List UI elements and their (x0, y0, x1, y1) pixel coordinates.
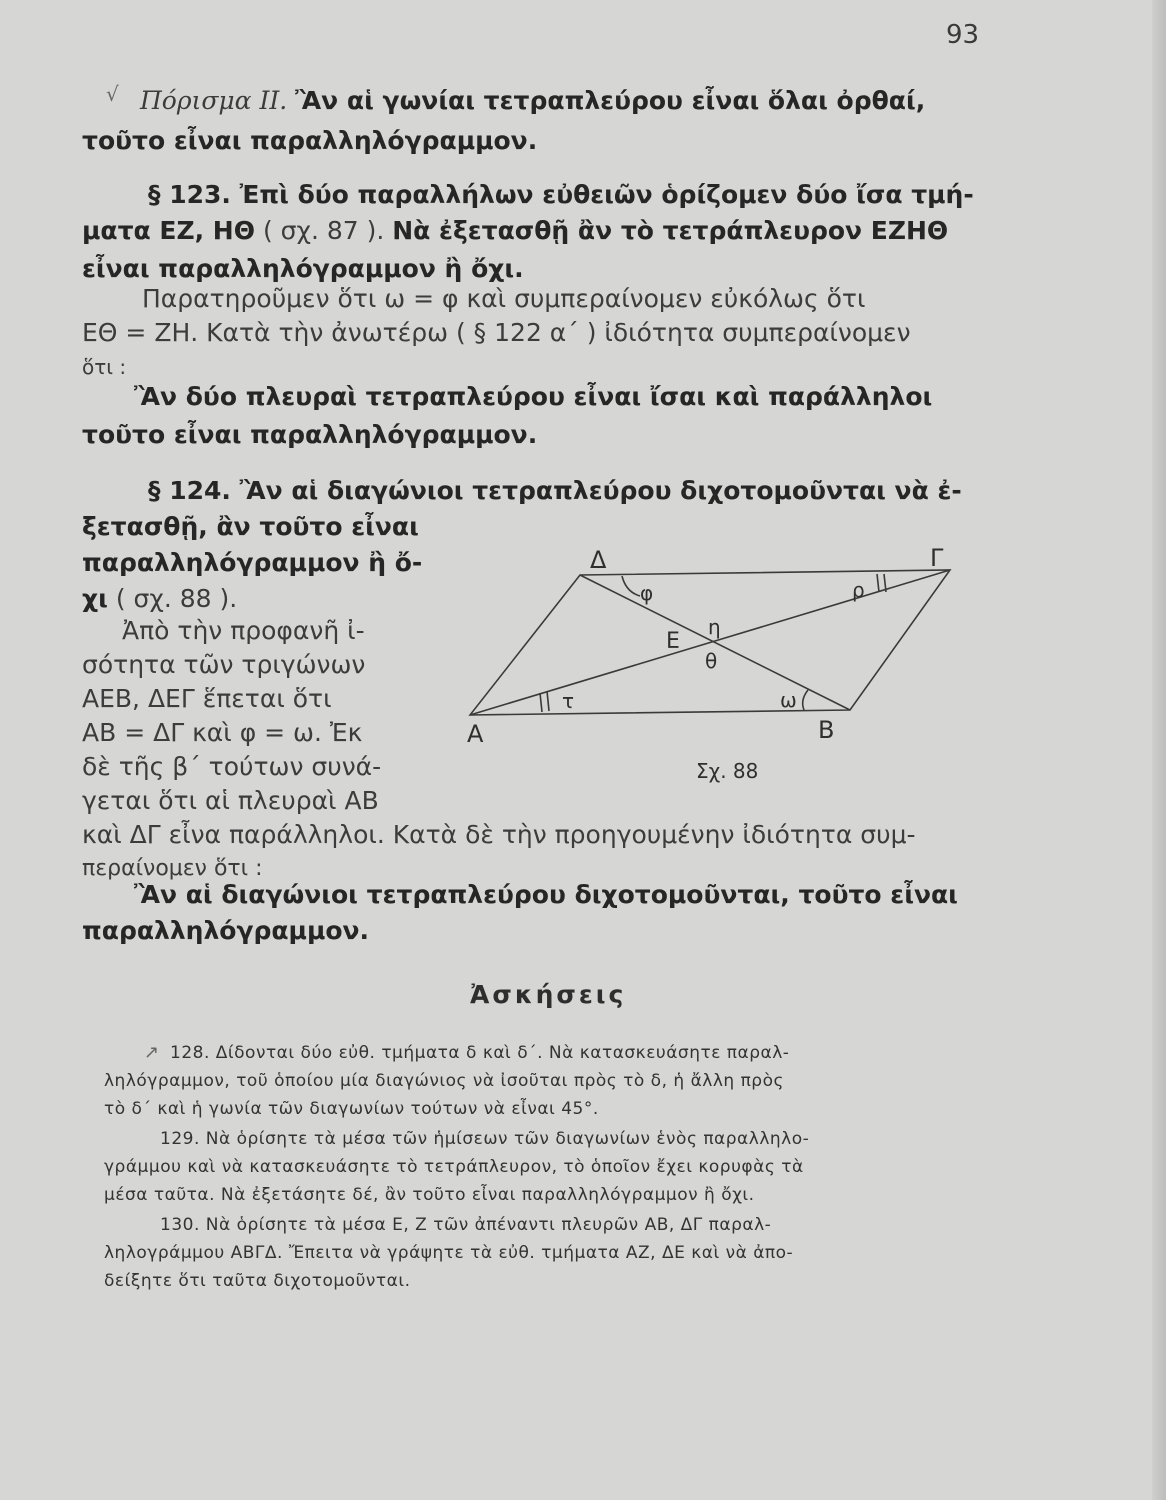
s123-theorem-2: τοῦτο εἶναι παραλληλόγραμμον. (82, 420, 538, 449)
s124-line-5: Ἀπὸ τὴν προφανῆ ἰ- (122, 616, 365, 645)
s124-line-9: δὲ τῆς β΄ τούτων συνά- (82, 752, 382, 781)
s124-line-7: ΑΕΒ, ΔΕΓ ἕπεται ὅτι (82, 684, 332, 713)
s124-line-10: γεται ὅτι αἱ πλευραὶ ΑΒ (82, 786, 379, 815)
s123-line-5: ΕΘ = ΖΗ. Κατὰ τὴν ἀνωτέρω ( § 122 α΄ ) ἰδιότητα συμπεραίνομεν (82, 318, 911, 347)
diagonal-db (580, 575, 850, 710)
pen-mark: ↗ (144, 1042, 160, 1063)
porisma-line-1 (140, 84, 925, 118)
s124-line-4a: χι (82, 584, 108, 613)
s123-theorem-1: Ἂν δύο πλευραὶ τετραπλεύρου εἶναι ἴσαι καὶ παράλληλοι (134, 382, 933, 411)
s124-line-8: ΑΒ = ΔΓ καὶ φ = ω. Ἐκ (82, 718, 363, 747)
s124-line-3: παραλληλόγραμμον ἢ ὄ- (82, 548, 423, 577)
s123-figref: ( σχ. 87 ). (262, 216, 385, 245)
exercise-130-line-1: 130. Νὰ ὁρίσητε τὰ μέσα Ε, Ζ τῶν ἀπέναντι πλευρῶν ΑΒ, ΔΓ παραλ- (160, 1215, 772, 1235)
s124-line-6: σότητα τῶν τριγώνων (82, 650, 366, 679)
exercise-128-line-2: ληλόγραμμον, τοῦ ὁποίου μία διαγώνιος νὰ ἰσοῦται πρὸς τὸ δ, ἡ ἄλλη πρὸς (104, 1071, 784, 1091)
arc-phi (622, 576, 640, 596)
label-tau: τ (562, 689, 575, 713)
check-mark: √ (106, 82, 119, 106)
label-phi: φ (640, 581, 654, 605)
s123-line-4: Παρατηροῦμεν ὅτι ω = φ καὶ συμπεραίνομεν εὐκόλως ὅτι (142, 284, 866, 313)
label-eta: η (708, 615, 721, 639)
exercises-heading: Ἀσκήσεις (470, 980, 627, 1009)
label-theta: θ (705, 649, 718, 673)
s124-line-4 (82, 582, 237, 616)
label-omega: ω (780, 688, 797, 712)
s124-theorem-1: Ἂν αἱ διαγώνιοι τετραπλεύρου διχοτομοῦνται, τοῦτο εἶναι (134, 880, 958, 909)
s124-theorem-2: παραλληλόγραμμον. (82, 916, 370, 945)
porisma-title: Πόρισμα ΙΙ. (140, 86, 288, 115)
page-edge (1152, 0, 1166, 1500)
s124-figref: ( σχ. 88 ). (115, 584, 238, 613)
label-A: Α (467, 720, 484, 748)
s123-line-3: εἶναι παραλληλόγραμμον ἢ ὄχι. (82, 254, 524, 283)
s124-line-2: ξετασθῇ, ἂν τοῦτο εἶναι (82, 512, 419, 541)
figure-caption: Σχ. 88 (696, 759, 759, 783)
s124-line-11: καὶ ΔΓ εἶνα παράλληλοι. Κατὰ δὲ τὴν προηγουμένην ἰδιότητα συμ- (82, 820, 916, 849)
exercise-130-line-2: ληλογράμμου ΑΒΓΔ. Ἔπειτα νὰ γράψητε τὰ εὐθ. τμήματα ΑΖ, ΔΕ καὶ νὰ ἀπο- (104, 1243, 794, 1263)
label-rho: ρ (852, 578, 865, 602)
page-number: 93 (946, 20, 980, 50)
exercise-130-line-3: δείξητε ὅτι ταῦτα διχοτομοῦνται. (104, 1271, 411, 1291)
s123-question: Νὰ ἐξετασθῇ ἂν τὸ τετράπλευρον ΕΖΗΘ (392, 216, 949, 245)
exercise-128-number: 128. (170, 1043, 210, 1063)
s123-heading: § 123. Ἐπὶ δύο παραλλήλων εὐθειῶν ὁρίζομεν δύο ἴσα τμή- (148, 180, 974, 209)
label-B: Β (818, 716, 835, 744)
s123-line-2 (82, 214, 948, 248)
exercise-129-line-2: γράμμου καὶ νὰ κατασκευάσητε τὸ τετράπλευρον, τὸ ὁποῖον ἔχει κορυφὰς τὰ (104, 1157, 804, 1177)
s123-segments: ματα ΕΖ, ΗΘ (82, 216, 255, 245)
s124-line-12: περαίνομεν ὅτι : (82, 856, 263, 881)
label-G: Γ (930, 544, 944, 572)
diagonal-ag (470, 570, 950, 715)
exercise-129-line-3: μέσα ταῦτα. Νὰ ἐξετάσητε δέ, ἂν τοῦτο εἶναι παραλληλόγραμμον ἢ ὄχι. (104, 1185, 755, 1205)
porisma-line-2: τοῦτο εἶναι παραλληλόγραμμον. (82, 126, 538, 155)
exercise-129-line-1: 129. Νὰ ὁρίσητε τὰ μέσα τῶν ἡμίσεων τῶν διαγωνίων ἑνὸς παραλληλο- (160, 1129, 810, 1149)
porisma-text-1: Ἂν αἱ γωνίαι τετραπλεύρου εἶναι ὅλαι ὀρθαί, (295, 86, 926, 115)
arc-omega (803, 690, 808, 710)
exercise-128-text-1: Δίδονται δύο εὐθ. τμήματα δ καὶ δ΄. Νὰ κατασκευάσητε παραλ- (215, 1043, 790, 1063)
exercise-128-line-3: τὸ δ΄ καὶ ἡ γωνία τῶν διαγωνίων τούτων νὰ εἶναι 45°. (104, 1099, 599, 1119)
label-E: Ε (666, 629, 680, 654)
s123-line-6: ὅτι : (82, 355, 127, 379)
label-D: Δ (590, 546, 607, 574)
s124-heading: § 124. Ἂν αἱ διαγώνιοι τετραπλεύρου διχοτομοῦνται νὰ ἐ- (148, 476, 962, 505)
exercise-128-line-1 (170, 1040, 789, 1066)
figure-88 (440, 540, 980, 790)
